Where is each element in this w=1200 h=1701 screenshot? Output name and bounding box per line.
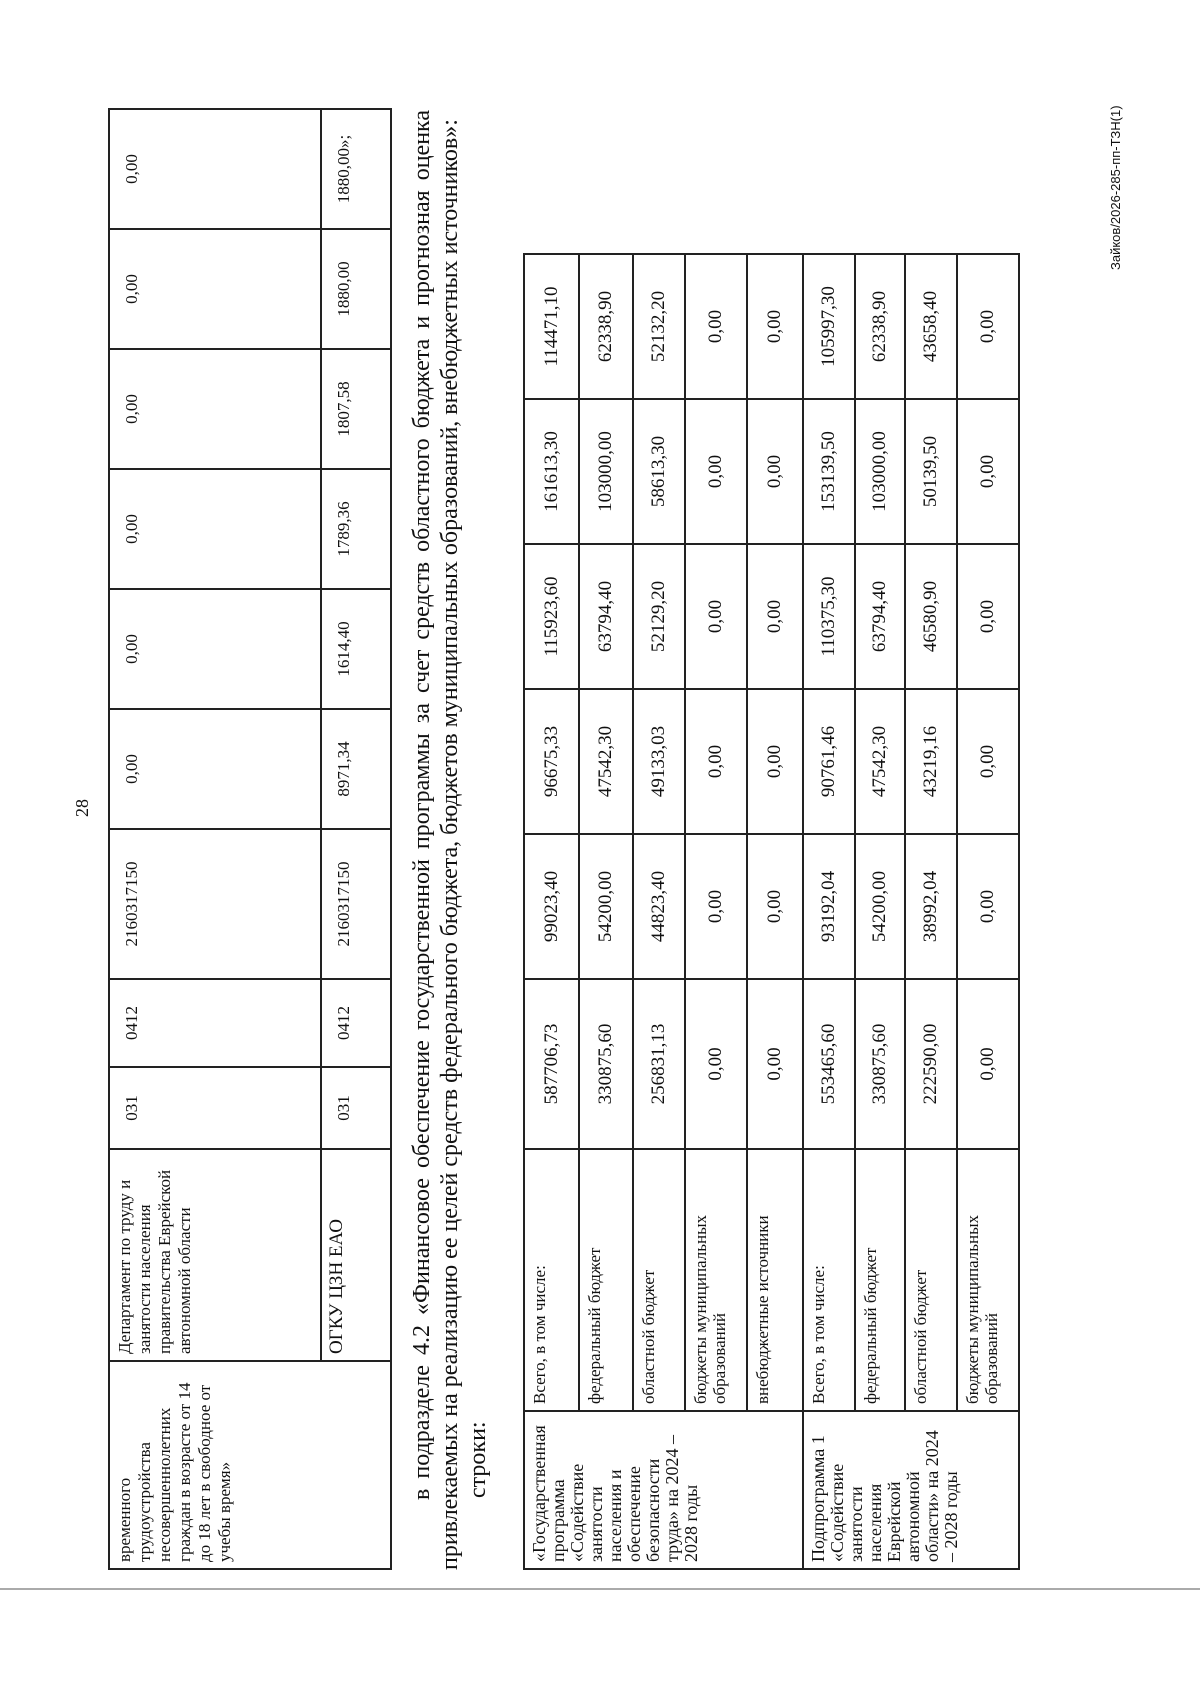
value-cell: 0,00 <box>109 349 321 469</box>
value-cell: 0,00 <box>957 544 1019 689</box>
value-cell: 0,00 <box>747 544 803 689</box>
value-cell: 0,00 <box>957 254 1019 399</box>
source-cell: внебюджетные источники <box>747 1149 803 1411</box>
value-cell: 62338,90 <box>579 254 633 399</box>
value-cell: 0,00 <box>685 254 747 399</box>
value-cell: 90761,46 <box>803 689 855 834</box>
total-cell: 222590,00 <box>905 979 957 1149</box>
scan-edge-line <box>0 1588 1200 1590</box>
value-cell: 0,00 <box>957 689 1019 834</box>
value-cell: 0,00 <box>747 689 803 834</box>
total-cell: 330875,60 <box>855 979 905 1149</box>
finance-table <box>523 108 1020 1570</box>
total-cell: 256831,13 <box>633 979 685 1149</box>
value-cell: 0,00 <box>109 589 321 709</box>
measure-name-cell: временного трудоустройства несовершеннолетних граждан в возрасте от 14 до 18 лет в свободное от учебы время» <box>109 1361 391 1569</box>
rows-label: строки: <box>465 1421 491 1498</box>
value-cell: 1880,00»; <box>321 109 391 229</box>
document-code: Зайков/2026-285-пп-ТЗН(1) <box>1108 105 1123 270</box>
total-cell: 587706,73 <box>524 979 579 1149</box>
value-cell: 114471,10 <box>524 254 579 399</box>
value-cell: 0,00 <box>685 689 747 834</box>
value-cell: 0,00 <box>747 834 803 979</box>
finance-row <box>524 109 579 1569</box>
total-cell: 0,00 <box>747 979 803 1149</box>
amendment-paragraph <box>408 110 492 1570</box>
value-cell: 99023,40 <box>524 834 579 979</box>
finance-row <box>957 109 1019 1569</box>
value-cell: 0,00 <box>109 469 321 589</box>
finance-row <box>803 109 855 1569</box>
value-cell: 50139,50 <box>905 399 957 544</box>
value-cell: 0,00 <box>685 544 747 689</box>
finance-row <box>685 109 747 1569</box>
measure-row-czn <box>321 109 391 1569</box>
value-cell: 1614,40 <box>321 589 391 709</box>
measure-row-department <box>109 109 321 1569</box>
value-cell: 54200,00 <box>579 834 633 979</box>
value-cell: 0,00 <box>957 834 1019 979</box>
value-cell: 0,00 <box>685 834 747 979</box>
value-cell: 1789,36 <box>321 469 391 589</box>
value-cell: 0,00 <box>109 229 321 349</box>
value-cell: 63794,40 <box>579 544 633 689</box>
page-number: 28 <box>72 799 92 817</box>
csr-cell: 2160317150 <box>321 829 391 979</box>
value-cell: 1880,00 <box>321 229 391 349</box>
finance-row <box>905 109 957 1569</box>
value-cell: 161613,30 <box>524 399 579 544</box>
value-cell: 62338,90 <box>855 254 905 399</box>
total-cell: 0,00 <box>957 979 1019 1149</box>
source-cell: Всего, в том числе: <box>803 1149 855 1411</box>
program-name-cell: Подпрограмма 1 «Содействие занятости населения Еврейской автономной области» на 2024 – 2028 годы <box>803 1411 1019 1569</box>
value-cell: 103000,00 <box>579 399 633 544</box>
finance-row <box>633 109 685 1569</box>
value-cell: 43658,40 <box>905 254 957 399</box>
value-cell: 63794,40 <box>855 544 905 689</box>
program-name-cell: «Государственная программа «Содействие занятости населения и обеспечение безопасности труда» на 2024 – 2028 годы <box>524 1411 803 1569</box>
value-cell: 52132,20 <box>633 254 685 399</box>
value-cell: 58613,30 <box>633 399 685 544</box>
finance-row <box>747 109 803 1569</box>
total-cell: 330875,60 <box>579 979 633 1149</box>
value-cell: 110375,30 <box>803 544 855 689</box>
source-cell: федеральный бюджет <box>579 1149 633 1411</box>
source-cell: областной бюджет <box>633 1149 685 1411</box>
value-cell: 38992,04 <box>905 834 957 979</box>
total-cell: 0,00 <box>685 979 747 1149</box>
value-cell: 43219,16 <box>905 689 957 834</box>
value-cell: 0,00 <box>685 399 747 544</box>
total-cell: 553465,60 <box>803 979 855 1149</box>
value-cell: 96675,33 <box>524 689 579 834</box>
value-cell: 8971,34 <box>321 709 391 829</box>
finance-row <box>855 109 905 1569</box>
value-cell: 103000,00 <box>855 399 905 544</box>
grbs-cell: 031 <box>109 1067 321 1149</box>
rzpr-cell: 0412 <box>321 979 391 1067</box>
source-cell: областной бюджет <box>905 1149 957 1411</box>
value-cell: 115923,60 <box>524 544 579 689</box>
finance-row <box>579 109 633 1569</box>
value-cell: 54200,00 <box>855 834 905 979</box>
rzpr-cell: 0412 <box>109 979 321 1067</box>
executor-cell: Департамент по труду и занятости населения правительства Еврейской автономной области <box>109 1149 321 1361</box>
value-cell: 0,00 <box>747 399 803 544</box>
value-cell: 93192,04 <box>803 834 855 979</box>
value-cell: 0,00 <box>747 254 803 399</box>
amendment-text: в подразделе 4.2 «Финансовое обеспечение государственной программы за счет средств областного бюджета и прогнозная оценка привлекаемых на реализацию ее целей средств федерального бюджета, бюджетов муниципальных образований, внебюджетных источников»: <box>409 110 463 1570</box>
measure-table <box>108 108 392 1570</box>
value-cell: 0,00 <box>957 399 1019 544</box>
source-cell: федеральный бюджет <box>855 1149 905 1411</box>
rotated-page-content <box>108 110 1118 1570</box>
grbs-cell: 031 <box>321 1067 391 1149</box>
value-cell: 1807,58 <box>321 349 391 469</box>
value-cell: 47542,30 <box>855 689 905 834</box>
value-cell: 52129,20 <box>633 544 685 689</box>
source-cell: бюджеты муниципальных образований <box>957 1149 1019 1411</box>
value-cell: 153139,50 <box>803 399 855 544</box>
csr-cell: 2160317150 <box>109 829 321 979</box>
value-cell: 0,00 <box>109 109 321 229</box>
value-cell: 46580,90 <box>905 544 957 689</box>
source-cell: Всего, в том числе: <box>524 1149 579 1411</box>
source-cell: бюджеты муниципальных образований <box>685 1149 747 1411</box>
value-cell: 105997,30 <box>803 254 855 399</box>
executor-cell: ОГКУ ЦЗН ЕАО <box>321 1149 391 1361</box>
value-cell: 44823,40 <box>633 834 685 979</box>
value-cell: 47542,30 <box>579 689 633 834</box>
value-cell: 49133,03 <box>633 689 685 834</box>
value-cell: 0,00 <box>109 709 321 829</box>
